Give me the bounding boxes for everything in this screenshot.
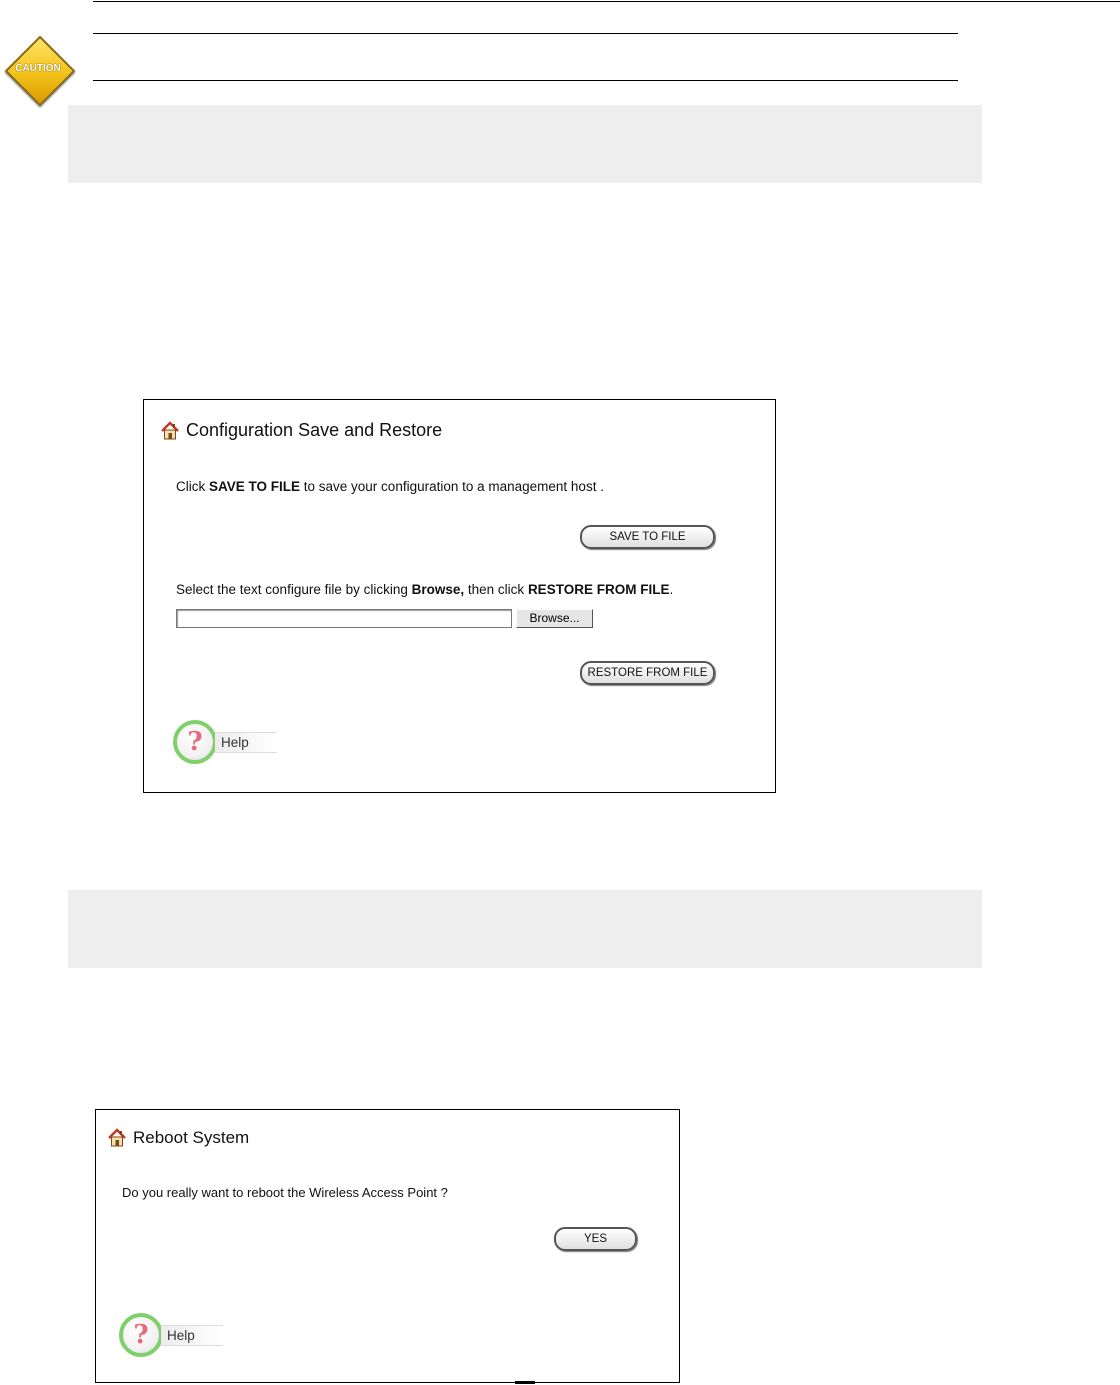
grey-bar-top	[68, 105, 982, 183]
config-save-restore-panel	[143, 399, 776, 793]
home-icon	[107, 1128, 127, 1148]
help-label: Help	[161, 1325, 223, 1346]
yes-button[interactable]: YES	[554, 1227, 637, 1251]
help-icon: ?	[173, 720, 217, 764]
config-title-row	[160, 420, 442, 441]
save-instruction: Click SAVE TO FILE to save your configuration to a management host .	[176, 479, 604, 494]
file-path-input[interactable]	[176, 609, 512, 628]
help-link[interactable]	[119, 1313, 223, 1357]
reboot-system-panel	[95, 1109, 680, 1383]
save-to-file-button[interactable]: SAVE TO FILE	[580, 525, 715, 549]
caution-icon	[2, 33, 74, 105]
help-icon: ?	[119, 1313, 163, 1357]
top-rule	[93, 1, 1120, 2]
home-icon	[160, 421, 180, 441]
page-title: Configuration Save and Restore	[186, 420, 443, 440]
caution-rule-bottom	[93, 80, 958, 81]
caution-rule-top	[93, 33, 958, 34]
help-link[interactable]	[173, 720, 277, 764]
grey-bar-middle	[68, 890, 982, 968]
reboot-title: Reboot System	[133, 1128, 250, 1147]
reboot-title-row	[107, 1128, 249, 1148]
restore-instruction: Select the text configure file by clicking Browse, then click RESTORE FROM FILE.	[176, 582, 674, 597]
browse-button[interactable]: Browse...	[516, 609, 593, 628]
restore-from-file-button[interactable]: RESTORE FROM FILE	[580, 661, 715, 685]
caution-label: CAUTION	[15, 63, 61, 74]
help-label: Help	[215, 732, 277, 753]
reboot-question: Do you really want to reboot the Wireless Access Point ?	[122, 1185, 448, 1200]
page-mark	[515, 1381, 535, 1384]
